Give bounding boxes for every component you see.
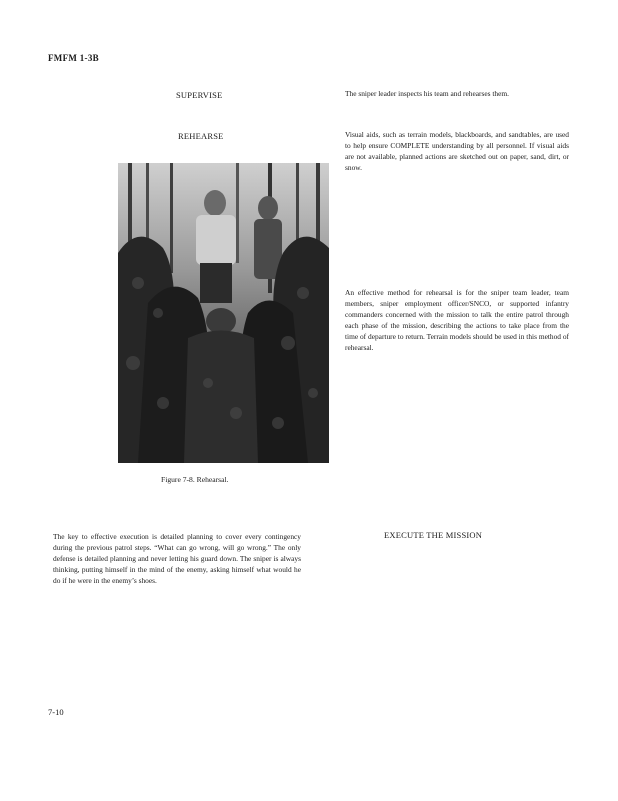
heading-supervise: SUPERVISE xyxy=(176,90,223,100)
page-header: FMFM 1-3B xyxy=(48,53,99,63)
figure-caption: Figure 7-8. Rehearsal. xyxy=(161,475,229,484)
page-number: 7-10 xyxy=(48,707,64,717)
rehearse-text-2: An effective method for rehearsal is for the sniper team leader, team members, sniper employment officer/SNCO, or supported infantry commanders concerned with the mission to talk the entire patrol through each phase of the mission, describing the actions to take place from the time of departure to return. Terrain models should be used in this method of rehearsal. xyxy=(345,288,569,352)
execute-text: The key to effective execution is detailed planning to cover every contingency during the previous patrol steps. “What can go wrong, will go wrong.” The only defense is detailed planning and never letting his guard down. The sniper is always thinking, putting himself in the mind of the enemy, asking himself what would he do if he were in the enemy’s shoes. xyxy=(53,532,301,585)
rehearse-text-1: Visual aids, such as terrain models, blackboards, and sandtables, are used to help ensure COMPLETE understanding by all personnel. If visual aids are not available, planned actions are sketched out on paper, sand, dirt, or snow. xyxy=(345,130,569,172)
heading-execute: EXECUTE THE MISSION xyxy=(384,530,483,540)
supervise-text: The sniper leader inspects his team and rehearses them. xyxy=(345,89,509,98)
rehearsal-photo xyxy=(118,163,329,463)
heading-rehearse: REHEARSE xyxy=(178,131,224,141)
